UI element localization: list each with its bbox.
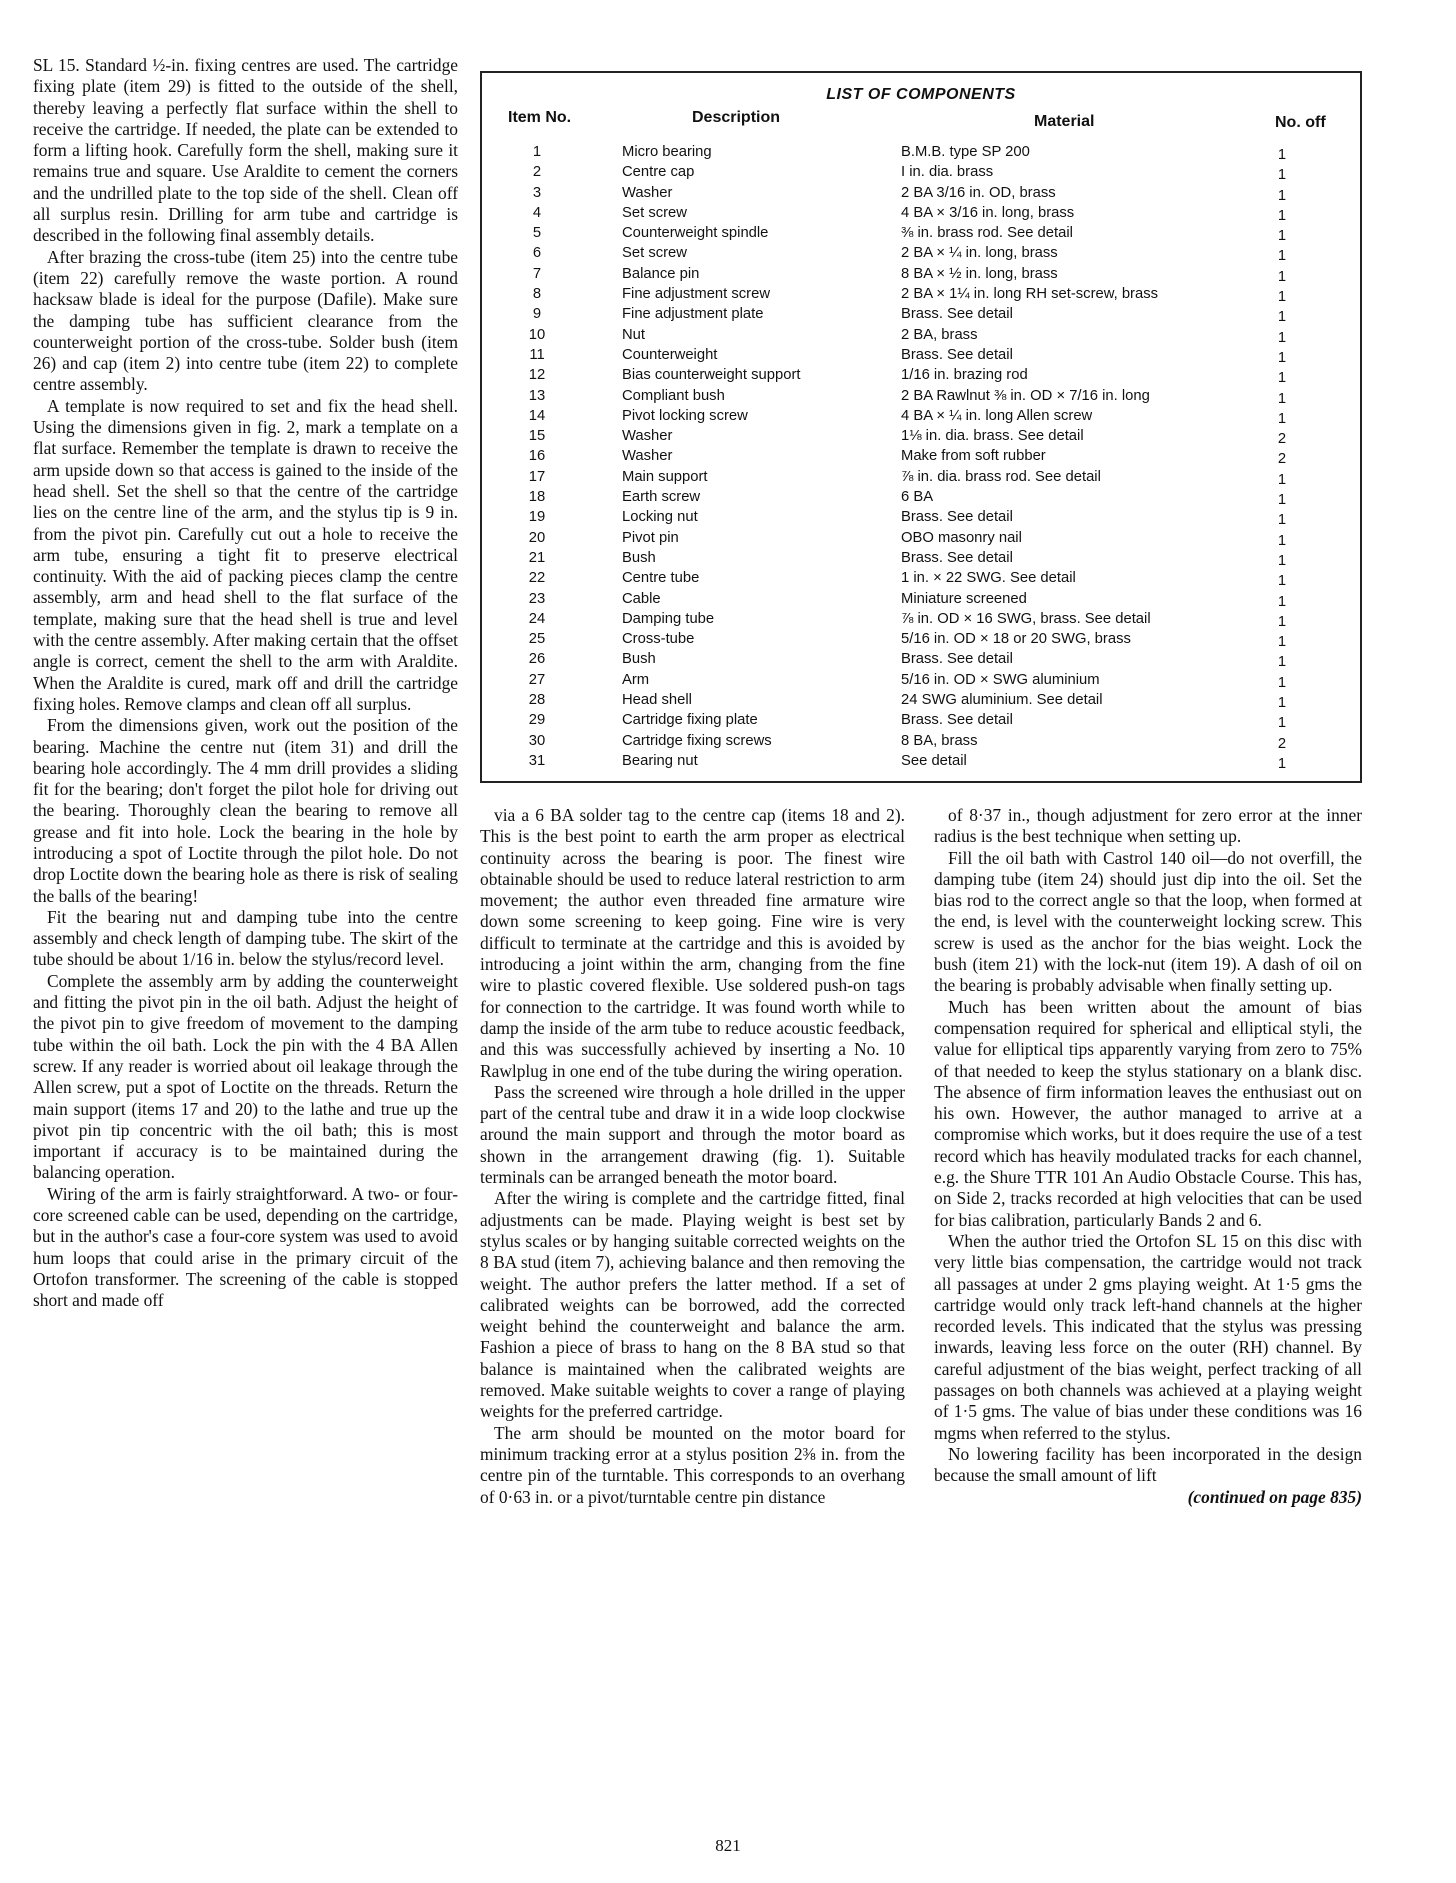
table-row xyxy=(482,731,1360,751)
item-description: Centre cap xyxy=(622,164,695,181)
table-row xyxy=(482,507,1360,527)
item-quantity: 1 xyxy=(1277,167,1287,184)
item-quantity: 1 xyxy=(1277,289,1287,306)
paragraph: Much has been written about the amount of bias compensation required for spherical and elliptical styli, the value for elliptical tips apparently varying from zero to 75% of that needed to keep the stylus stationary on a blank disc. The absence of firm information leaves the enthusiast out on his own. However, the author managed to arrive at a compromise which works, but it does require the use of a test record which has heavily modulated tracks for each channel, e.g. the Shure TTR 101 An Audio Obstacle Course. This has, on Side 2, tracks recorded at high velocities that can be used for bias calibration, particularly Bands 2 and 6. xyxy=(934,996,1362,1230)
table-row xyxy=(482,386,1360,406)
item-description: Micro bearing xyxy=(622,144,712,160)
paragraph: Fit the bearing nut and damping tube into the centre assembly and check length of damping tube. The skirt of the tube should be about 1/16 in. below the stylus/record level. xyxy=(33,906,458,970)
item-description: Bush xyxy=(622,549,656,566)
item-quantity: 1 xyxy=(1277,755,1287,772)
item-quantity: 1 xyxy=(1277,654,1287,671)
item-quantity: 2 xyxy=(1277,431,1287,448)
item-description: Set screw xyxy=(622,204,687,221)
item-number: 31 xyxy=(528,752,546,769)
item-description: Arm xyxy=(622,671,650,688)
item-quantity: 1 xyxy=(1277,552,1287,569)
table-row xyxy=(482,568,1360,588)
table-row xyxy=(482,284,1360,304)
table-row xyxy=(482,243,1360,263)
item-quantity: 1 xyxy=(1277,512,1287,529)
table-row xyxy=(482,223,1360,243)
header-material: Material xyxy=(1034,113,1095,130)
item-description: Locking nut xyxy=(622,509,698,526)
table-row xyxy=(482,589,1360,609)
paragraph: Pass the screened wire through a hole drilled in the upper part of the central tube and draw it in a wide loop clockwise around the main support and through the motor board as shown in the arrangement drawing (fig. 1). Suitable terminals can be arranged beneath the motor board. xyxy=(480,1081,905,1188)
body-column-3 xyxy=(934,805,1362,1508)
item-quantity: 2 xyxy=(1277,735,1287,752)
item-quantity: 1 xyxy=(1277,349,1287,366)
item-description: Bias counterweight support xyxy=(622,367,801,384)
item-description: Balance pin xyxy=(622,265,700,282)
table-title: LIST OF COMPONENTS xyxy=(826,86,1016,103)
item-number: 5 xyxy=(532,225,542,242)
paragraph: Wiring of the arm is fairly straightforward. A two- or four-core screened cable can be used, depending on the cartridge, but in the author's case a four-core system was used to avoid hum loops that could arise in the primary circuit of the Ortofon transformer. The screening of the cable is stopped short and made off xyxy=(33,1183,458,1311)
item-quantity: 1 xyxy=(1277,207,1287,224)
table-row xyxy=(482,629,1360,649)
item-material: 2 BA, brass xyxy=(901,326,978,343)
table-row xyxy=(482,325,1360,345)
item-description: Head shell xyxy=(622,692,692,709)
item-quantity: 1 xyxy=(1277,695,1287,712)
item-description: Pivot pin xyxy=(622,529,679,546)
item-material: Brass. See detail xyxy=(901,651,1013,668)
header-item-no: Item No. xyxy=(508,109,572,126)
item-number: 21 xyxy=(528,549,546,566)
item-material: 6 BA xyxy=(901,489,934,506)
paragraph: When the author tried the Ortofon SL 15 on this disc with very little bias compensation, the cartridge would not track all passages at under 2 gms playing weight. At 1·5 gms the cartridge would only track left-hand channels at the higher recorded levels. This indicated that the stylus was pressing inwards, leaving less force on the outer (RH) channel. By careful adjustment of the bias weight, perfect tracking of all passages on both channels was achieved at a playing weight of 1·5 gms. The value of bias under these conditions was 16 mgms when referred to the stylus. xyxy=(934,1230,1362,1443)
item-number: 22 xyxy=(528,570,546,587)
item-material: B.M.B. type SP 200 xyxy=(901,144,1030,160)
paragraph: Complete the assembly arm by adding the counterweight and fitting the pivot pin in the oil bath. Adjust the height of the pivot pin to give freedom of movement to the damping tube within the oil bath. Lock the pin with the 4 BA Allen screw. If any reader is worried about oil leakage through the Allen screw, put a spot of Loctite on the threads. Return the main support (items 17 and 20) to the lathe and true up the pivot pin tip concentric with the oil bath; this is most important if accuracy is to be maintained during the balancing operation. xyxy=(33,970,458,1183)
item-quantity: 1 xyxy=(1277,573,1287,590)
paragraph: After the wiring is complete and the cartridge fitted, final adjustments can be made. Playing weight is best set by stylus scales or by hanging suitable corrected weights on the 8 BA stud (item 7), achieving balance and then removing the weight. The author prefers the latter method. If a set of calibrated weights can be borrowed, add the corrected weight behind the counterweight and balance the arm. Fashion a piece of brass to hang on the 8 BA stud so that balance is maintained when the calibrated weights are removed. Make suitable weights to cover a range of playing weights for the preferred cartridge. xyxy=(480,1188,905,1422)
item-number: 10 xyxy=(528,326,546,343)
item-number: 26 xyxy=(528,651,546,668)
item-quantity: 1 xyxy=(1277,410,1287,427)
item-number: 27 xyxy=(528,671,546,688)
item-number: 17 xyxy=(528,468,546,485)
item-number: 12 xyxy=(528,367,546,384)
item-description: Centre tube xyxy=(622,570,700,587)
item-quantity: 1 xyxy=(1277,228,1287,245)
body-column-1 xyxy=(33,55,458,1312)
item-quantity: 1 xyxy=(1277,390,1287,407)
item-description: Compliant bush xyxy=(622,387,725,404)
item-quantity: 1 xyxy=(1277,492,1287,509)
item-material: See detail xyxy=(901,752,967,769)
item-description: Earth screw xyxy=(622,489,701,506)
item-number: 15 xyxy=(528,428,546,445)
item-number: 28 xyxy=(528,692,546,709)
item-material: 2 BA × ¼ in. long, brass xyxy=(901,245,1058,262)
item-description: Fine adjustment screw xyxy=(622,286,771,303)
item-number: 1 xyxy=(532,144,542,160)
paragraph: SL 15. Standard ½-in. fixing centres are used. The cartridge fixing plate (item 29) is fitted to the outside of the shell, thereby leaving a perfectly flat surface within the shell to receive the cartridge. If needed, the plate can be extended to form a lifting hook. Carefully form the shell, making sure it remains true and square. Use Araldite to cement the corners and the undrilled plate to the top side of the shell. Clean off all surplus resin. Drilling for arm tube and cartridge is described in the following final assembly details. xyxy=(33,55,458,246)
table-row xyxy=(482,264,1360,284)
item-number: 9 xyxy=(532,306,542,323)
item-quantity: 1 xyxy=(1277,634,1287,651)
paragraph: via a 6 BA solder tag to the centre cap (items 18 and 2). This is the best point to earth the arm proper as electrical continuity across the bearing is poor. The finest wire obtainable should be used to reduce lateral restriction to arm movement; the author even threaded fine armature wire down some screening to keep going. Fine wire is very difficult to terminate at the cartridge and this is avoided by introducing a joint within the arm, changing from the fine wire to plastic covered flexible. Use soldered push-on tags for connection to the cartridge. It was found worth while to damp the inside of the arm tube to reduce acoustic feedback, and this was successfully achieved by inserting a No. 10 Rawlplug in one end of the tube during the wiring operation. xyxy=(480,805,905,1081)
item-number: 11 xyxy=(529,346,545,363)
item-quantity: 1 xyxy=(1277,532,1287,549)
item-description: Fine adjustment plate xyxy=(622,306,764,323)
item-description: Cable xyxy=(622,590,661,607)
item-material: 4 BA × 3/16 in. long, brass xyxy=(901,204,1075,221)
paragraph: From the dimensions given, work out the position of the bearing. Machine the centre nut (item 31) and drill the bearing hole accordingly. The 4 mm drill provides a sliding fit for the bearing; don't forget the pilot hole for driving out the bearing. Thoroughly clean the bearing to remove all grease and fit into hole. Lock the bearing in the hole by introducing a spot of Loctite through the pilot hole. Do not drop Loctite down the bearing hole as there is risk of sealing the balls of the bearing! xyxy=(33,715,458,906)
item-quantity: 2 xyxy=(1277,451,1287,468)
table-row xyxy=(482,304,1360,324)
item-description: Washer xyxy=(622,428,673,445)
item-material: 1⅛ in. dia. brass. See detail xyxy=(901,428,1084,445)
components-table xyxy=(480,71,1362,783)
table-row xyxy=(482,345,1360,365)
item-number: 19 xyxy=(528,509,546,526)
item-description: Bearing nut xyxy=(622,752,698,769)
table-row xyxy=(482,406,1360,426)
item-quantity: 1 xyxy=(1277,268,1287,285)
item-material: 2 BA Rawlnut ⅜ in. OD × 7/16 in. long xyxy=(901,387,1150,404)
table-row xyxy=(482,487,1360,507)
table-row xyxy=(482,609,1360,629)
item-number: 2 xyxy=(532,164,542,181)
item-material: Brass. See detail xyxy=(901,306,1013,323)
table-row xyxy=(482,183,1360,203)
table-row xyxy=(482,670,1360,690)
item-material: 1 in. × 22 SWG. See detail xyxy=(901,570,1076,587)
item-description: Pivot locking screw xyxy=(622,407,748,424)
table-row xyxy=(482,467,1360,487)
item-material: ⅜ in. brass rod. See detail xyxy=(901,225,1073,242)
table-row xyxy=(482,446,1360,466)
item-number: 25 xyxy=(528,631,546,648)
item-quantity: 1 xyxy=(1277,370,1287,387)
item-material: 2 BA 3/16 in. OD, brass xyxy=(901,184,1056,201)
item-material: 24 SWG aluminium. See detail xyxy=(901,692,1103,709)
table-row xyxy=(482,548,1360,568)
item-quantity: 1 xyxy=(1277,329,1287,346)
item-description: Bush xyxy=(622,651,656,668)
item-material: OBO masonry nail xyxy=(901,529,1022,546)
item-number: 30 xyxy=(528,732,546,749)
item-number: 3 xyxy=(532,184,542,201)
item-number: 18 xyxy=(528,489,546,506)
paragraph: No lowering facility has been incorporated in the design because the small amount of lift xyxy=(934,1443,1362,1486)
body-column-2 xyxy=(480,805,905,1508)
item-number: 16 xyxy=(528,448,546,465)
item-material: Brass. See detail xyxy=(901,712,1013,729)
item-description: Main support xyxy=(622,468,708,485)
item-number: 4 xyxy=(532,204,542,221)
item-quantity: 1 xyxy=(1277,187,1287,204)
item-description: Counterweight spindle xyxy=(622,225,769,242)
item-quantity: 1 xyxy=(1277,248,1287,265)
item-material: Miniature screened xyxy=(901,590,1027,607)
page-number: 821 xyxy=(715,1836,741,1855)
paragraph: The arm should be mounted on the motor board for minimum tracking error at a stylus position 2⅜ in. from the centre pin of the turntable. This corresponds to an overhang of 0·63 in. or a pivot/turntable centre pin distance xyxy=(480,1422,905,1507)
item-quantity: 1 xyxy=(1277,147,1287,163)
item-quantity: 1 xyxy=(1277,471,1287,488)
item-material: ⅞ in. OD × 16 SWG, brass. See detail xyxy=(901,610,1151,627)
item-number: 29 xyxy=(528,712,546,729)
item-description: Cartridge fixing plate xyxy=(622,712,758,729)
item-number: 6 xyxy=(532,245,542,262)
table-row xyxy=(482,710,1360,730)
item-number: 7 xyxy=(532,265,542,282)
item-quantity: 1 xyxy=(1277,593,1287,610)
table-row xyxy=(482,203,1360,223)
item-material: Brass. See detail xyxy=(901,346,1013,363)
item-quantity: 1 xyxy=(1277,674,1287,691)
item-material: I in. dia. brass xyxy=(901,164,994,181)
table-row xyxy=(482,751,1360,771)
item-description: Cartridge fixing screws xyxy=(622,732,772,749)
item-number: 23 xyxy=(528,590,546,607)
item-number: 13 xyxy=(528,387,546,404)
table-row xyxy=(482,528,1360,548)
item-material: Brass. See detail xyxy=(901,509,1013,526)
item-material: 8 BA, brass xyxy=(901,732,978,749)
item-number: 24 xyxy=(528,610,546,627)
header-no-off: No. off xyxy=(1275,114,1326,131)
table-body xyxy=(482,142,1360,771)
item-quantity: 1 xyxy=(1277,309,1287,326)
table-row xyxy=(482,649,1360,669)
item-description: Nut xyxy=(622,326,646,343)
item-number: 20 xyxy=(528,529,546,546)
item-material: 8 BA × ½ in. long, brass xyxy=(901,265,1058,282)
item-material: 5/16 in. OD × 18 or 20 SWG, brass xyxy=(901,631,1131,648)
header-description: Description xyxy=(692,109,781,126)
paragraph: of 8·37 in., though adjustment for zero error at the inner radius is the best technique when setting up. xyxy=(934,805,1362,847)
paragraph: A template is now required to set and fix the head shell. Using the dimensions given in fig. 2, mark a template on a flat surface. Remember the template is drawn to receive the arm upside down so that access is gained to the inside of the head shell. Set the shell so that the centre of the cartridge lies on the centre line of the arm, and the stylus tip is 9 in. from the pivot pin. Carefully cut out a hole to receive the arm tube, ensuring a tight fit to preserve electrical continuity. With the aid of packing pieces clamp the centre assembly, arm and head shell to the flat surface of the template, making sure that the head shell is true and level with the centre assembly. After making certain that the offset angle is correct, cement the shell to the arm with Araldite. When the Araldite is cured, mark off and drill the cartridge fixing holes. Remove clamps and clean off all surplus. xyxy=(33,395,458,714)
item-material: ⅞ in. dia. brass rod. See detail xyxy=(901,468,1101,485)
table-row xyxy=(482,690,1360,710)
continued-note: (continued on page 835) xyxy=(1187,1486,1362,1507)
paragraph: Fill the oil bath with Castrol 140 oil—do not overfill, the damping tube (item 24) should just dip into the oil. Set the bias rod to the correct angle so that the loop, when formed at the end, is level with the counterweight locking screw. This screw is used as the anchor for the bias weight. Lock the bush (item 21) with the lock-nut (item 19). A dash of oil on the bearing is probably advisable when finally setting up. xyxy=(934,847,1362,996)
item-description: Washer xyxy=(622,184,673,201)
item-description: Set screw xyxy=(622,245,687,262)
item-material: 2 BA × 1¼ in. long RH set-screw, brass xyxy=(901,286,1159,303)
item-description: Washer xyxy=(622,448,673,465)
item-description: Cross-tube xyxy=(622,631,695,648)
item-material: 4 BA × ¼ in. long Allen screw xyxy=(901,407,1093,424)
table-row xyxy=(482,162,1360,182)
table-row xyxy=(482,426,1360,446)
item-description: Damping tube xyxy=(622,610,715,627)
item-description: Counterweight xyxy=(622,346,718,363)
item-material: Make from soft rubber xyxy=(901,448,1046,465)
item-material: 1/16 in. brazing rod xyxy=(901,367,1028,384)
item-number: 8 xyxy=(532,286,542,303)
item-quantity: 1 xyxy=(1277,613,1287,630)
table-row xyxy=(482,142,1360,162)
item-material: Brass. See detail xyxy=(901,549,1013,566)
paragraph: After brazing the cross-tube (item 25) into the centre tube (item 22) carefully remove the waste portion. A round hacksaw blade is ideal for the purpose (Dafile). Make sure the damping tube has sufficient clearance from the counterweight portion of the cross-tube. Solder bush (item 26) and cap (item 2) into centre tube (item 22) to complete centre assembly. xyxy=(33,246,458,395)
table-row xyxy=(482,365,1360,385)
item-quantity: 1 xyxy=(1277,715,1287,732)
item-material: 5/16 in. OD × SWG aluminium xyxy=(901,671,1100,688)
item-number: 14 xyxy=(528,407,546,424)
